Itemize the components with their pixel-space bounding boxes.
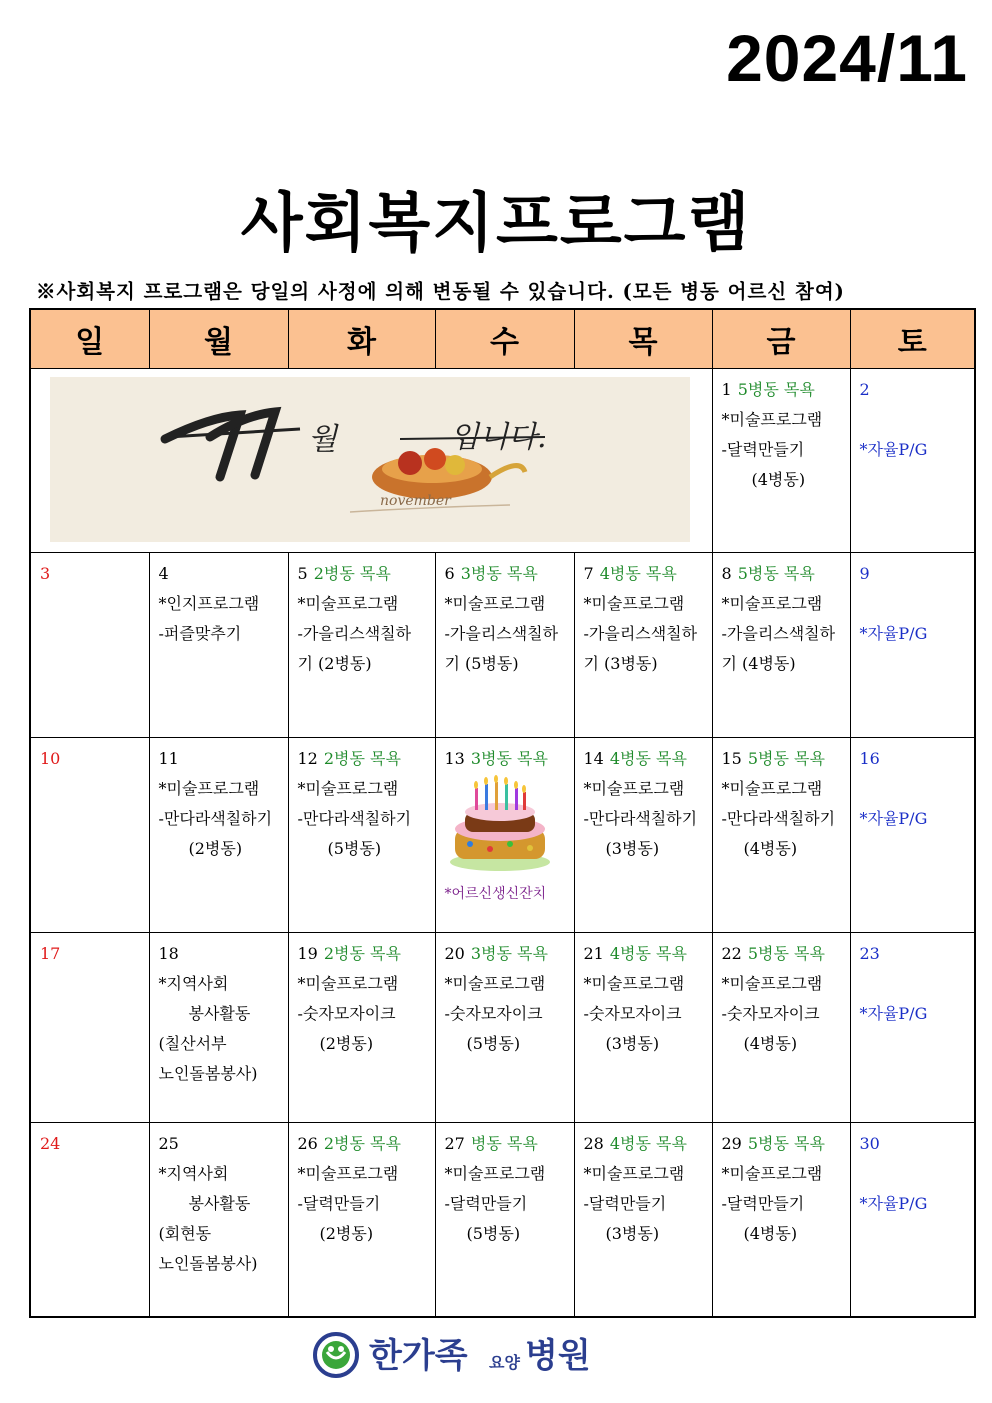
ward-note: (4병동)	[743, 839, 798, 858]
ward-note: (3병동)	[605, 839, 660, 858]
day-number: 12	[297, 749, 318, 768]
program-detail: 봉사활동	[188, 1004, 251, 1023]
week-row-2	[30, 553, 975, 738]
program-detail: 봉사활동	[188, 1194, 251, 1213]
day-cell-16	[850, 738, 975, 933]
program-detail: -가을리스색칠하	[721, 624, 836, 643]
week-row-4	[30, 933, 975, 1123]
program-detail: -가을리스색칠하	[297, 624, 412, 643]
week-row-1	[30, 369, 975, 553]
ward-bath: 3병동 목욕	[470, 944, 548, 963]
ward-bath: 2병동 목욕	[323, 944, 401, 963]
ward-note: 기 (4병동)	[721, 654, 796, 673]
november-banner-image	[50, 377, 690, 542]
day-number: 15	[721, 749, 742, 768]
program-line: *미술프로그램	[583, 1164, 685, 1183]
program-line: *지역사회	[158, 974, 229, 993]
program-detail: -달력만들기	[444, 1194, 528, 1213]
day-cell-14	[574, 738, 712, 933]
day-cell-1	[712, 369, 850, 553]
day-cell-2	[850, 369, 975, 553]
program-line: *미술프로그램	[444, 1164, 546, 1183]
program-line: *미술프로그램	[444, 594, 546, 613]
week-row-5	[30, 1123, 975, 1317]
program-line: *자율P/G	[859, 440, 928, 459]
day-cell-9	[850, 553, 975, 738]
ward-note: (4병동)	[743, 1224, 798, 1243]
program-location: (회현동	[158, 1224, 212, 1243]
program-line: *미술프로그램	[721, 410, 823, 429]
ward-bath: 3병동 목욕	[470, 749, 548, 768]
program-detail: -숫자모자이크	[721, 1004, 820, 1023]
ward-bath: 4병동 목욕	[609, 1134, 687, 1153]
day-cell-23	[850, 933, 975, 1123]
program-line: *미술프로그램	[297, 1164, 399, 1183]
weekday-sat: 토	[850, 309, 975, 369]
program-line: *자율P/G	[859, 624, 928, 643]
ward-bath: 2병동 목욕	[323, 1134, 401, 1153]
day-cell-17	[30, 933, 149, 1123]
program-detail: -만다라색칠하기	[297, 809, 412, 828]
hospital-logo	[0, 1330, 992, 1384]
day-cell-13	[435, 738, 574, 933]
program-line: *미술프로그램	[583, 779, 685, 798]
svg-text:입니다.: 입니다.	[450, 420, 547, 455]
day-number: 7	[583, 564, 594, 583]
program-detail: -퍼즐맞추기	[158, 624, 242, 643]
ward-note: (4병동)	[751, 470, 806, 489]
day-cell-19	[288, 933, 435, 1123]
program-line: *미술프로그램	[721, 974, 823, 993]
svg-text:요양: 요양	[489, 1353, 520, 1372]
birthday-event-label: *어르신생신잔치	[444, 886, 547, 902]
day-cell-4	[149, 553, 288, 738]
day-number: 2	[859, 380, 870, 399]
day-cell-15	[712, 738, 850, 933]
day-cell-26	[288, 1123, 435, 1317]
program-line: *미술프로그램	[721, 594, 823, 613]
program-location-detail: 노인돌봄봉사)	[158, 1064, 258, 1083]
program-line: *미술프로그램	[158, 779, 260, 798]
day-number: 9	[859, 564, 870, 583]
day-cell-20	[435, 933, 574, 1123]
day-number: 27	[444, 1134, 465, 1153]
program-line: *미술프로그램	[721, 1164, 823, 1183]
day-cell-24	[30, 1123, 149, 1317]
hospital-logo-image	[311, 1330, 681, 1380]
ward-bath: 5병동 목욕	[747, 944, 825, 963]
program-location-detail: 노인돌봄봉사)	[158, 1254, 258, 1273]
day-number: 21	[583, 944, 604, 963]
day-cell-30	[850, 1123, 975, 1317]
svg-text:november: november	[380, 493, 451, 509]
day-cell-7	[574, 553, 712, 738]
weekday-wed: 수	[435, 309, 574, 369]
calendar-table	[29, 308, 976, 1318]
day-number: 4	[158, 564, 169, 583]
page-title: 사회복지프로그램	[240, 187, 752, 261]
notice-text: ※사회복지 프로그램은 당일의 사정에 의해 변동될 수 있습니다. (모든 병동 어르신 참여)	[36, 280, 845, 303]
day-cell-8	[712, 553, 850, 738]
day-number: 20	[444, 944, 465, 963]
weekday-mon: 월	[149, 309, 288, 369]
weekday-tue: 화	[288, 309, 435, 369]
ward-bath: 4병동 목욕	[599, 564, 677, 583]
program-detail: -가을리스색칠하	[583, 624, 698, 643]
weekday-header-row	[30, 309, 975, 369]
day-number: 22	[721, 944, 742, 963]
day-cell-18	[149, 933, 288, 1123]
program-detail: -달력만들기	[297, 1194, 381, 1213]
banner-cell	[30, 369, 712, 553]
day-cell-3	[30, 553, 149, 738]
week-row-3	[30, 738, 975, 933]
program-detail: -숫자모자이크	[297, 1004, 396, 1023]
day-number: 11	[158, 749, 179, 768]
weekday-fri: 금	[712, 309, 850, 369]
weekday-sun: 일	[30, 309, 149, 369]
program-line: *미술프로그램	[721, 779, 823, 798]
program-line: *지역사회	[158, 1164, 229, 1183]
day-number: 18	[158, 944, 179, 963]
day-cell-12	[288, 738, 435, 933]
ward-note: (3병동)	[605, 1224, 660, 1243]
program-line: *자율P/G	[859, 809, 928, 828]
program-detail: -달력만들기	[721, 440, 805, 459]
ward-note: (4병동)	[743, 1034, 798, 1053]
ward-note: 기 (5병동)	[444, 654, 519, 673]
day-number: 8	[721, 564, 732, 583]
ward-note: 기 (2병동)	[297, 654, 372, 673]
day-number: 6	[444, 564, 455, 583]
program-line: *미술프로그램	[444, 974, 546, 993]
ward-bath: 5병동 목욕	[737, 564, 815, 583]
day-number: 25	[158, 1134, 179, 1153]
ward-bath: 2병동 목욕	[313, 564, 391, 583]
day-cell-10	[30, 738, 149, 933]
day-number: 19	[297, 944, 318, 963]
day-number: 1	[721, 380, 732, 399]
svg-text:한가족: 한가족	[369, 1336, 468, 1376]
day-cell-29	[712, 1123, 850, 1317]
program-detail: -만다라색칠하기	[583, 809, 698, 828]
day-cell-28	[574, 1123, 712, 1317]
day-number: 5	[297, 564, 308, 583]
day-number: 29	[721, 1134, 742, 1153]
day-cell-11	[149, 738, 288, 933]
ward-note: (2병동)	[319, 1034, 374, 1053]
ward-bath: 5병동 목욕	[747, 749, 825, 768]
november-banner-illustration	[50, 377, 690, 542]
svg-text:병원: 병원	[525, 1336, 591, 1376]
program-line: *인지프로그램	[158, 594, 260, 613]
svg-text:월: 월	[308, 422, 337, 457]
day-number: 3	[40, 564, 51, 583]
ward-note: (2병동)	[319, 1224, 374, 1243]
ward-note: (2병동)	[188, 839, 243, 858]
ward-bath: 5병동 목욕	[747, 1134, 825, 1153]
ward-bath: 병동 목욕	[470, 1134, 538, 1153]
program-line: *자율P/G	[859, 1004, 928, 1023]
program-detail: -만다라색칠하기	[721, 809, 836, 828]
ward-bath: 2병동 목욕	[323, 749, 401, 768]
program-line: *미술프로그램	[583, 594, 685, 613]
day-number: 26	[297, 1134, 318, 1153]
program-detail: -달력만들기	[583, 1194, 667, 1213]
day-cell-22	[712, 933, 850, 1123]
program-line: *미술프로그램	[583, 974, 685, 993]
ward-note: (3병동)	[605, 1034, 660, 1053]
day-number: 23	[859, 944, 880, 963]
year-month: 2024/11	[726, 21, 968, 95]
day-number: 24	[40, 1134, 61, 1153]
program-detail: -숫자모자이크	[583, 1004, 682, 1023]
day-number: 10	[40, 749, 61, 768]
program-line: *자율P/G	[859, 1194, 928, 1213]
ward-note: (5병동)	[327, 839, 382, 858]
day-cell-6	[435, 553, 574, 738]
day-number: 16	[859, 749, 880, 768]
day-cell-25	[149, 1123, 288, 1317]
ward-note: (5병동)	[466, 1224, 521, 1243]
ward-bath: 4병동 목욕	[609, 944, 687, 963]
ward-bath: 5병동 목욕	[737, 380, 815, 399]
day-cell-5	[288, 553, 435, 738]
ward-note: 기 (3병동)	[583, 654, 658, 673]
program-detail: -숫자모자이크	[444, 1004, 543, 1023]
weekday-thu: 목	[574, 309, 712, 369]
ward-bath: 4병동 목욕	[609, 749, 687, 768]
program-line: *미술프로그램	[297, 594, 399, 613]
day-number: 14	[583, 749, 604, 768]
day-number: 30	[859, 1134, 880, 1153]
ward-bath: 3병동 목욕	[460, 564, 538, 583]
day-number: 17	[40, 944, 61, 963]
program-detail: -달력만들기	[721, 1194, 805, 1213]
program-line: *미술프로그램	[297, 779, 399, 798]
program-location: (칠산서부	[158, 1034, 227, 1053]
program-line: *미술프로그램	[297, 974, 399, 993]
program-detail: -가을리스색칠하	[444, 624, 559, 643]
ward-note: (5병동)	[466, 1034, 521, 1053]
day-number: 13	[444, 749, 465, 768]
day-number: 28	[583, 1134, 604, 1153]
day-cell-21	[574, 933, 712, 1123]
day-cell-27	[435, 1123, 574, 1317]
program-detail: -만다라색칠하기	[158, 809, 273, 828]
birthday-cake-icon	[445, 774, 555, 874]
